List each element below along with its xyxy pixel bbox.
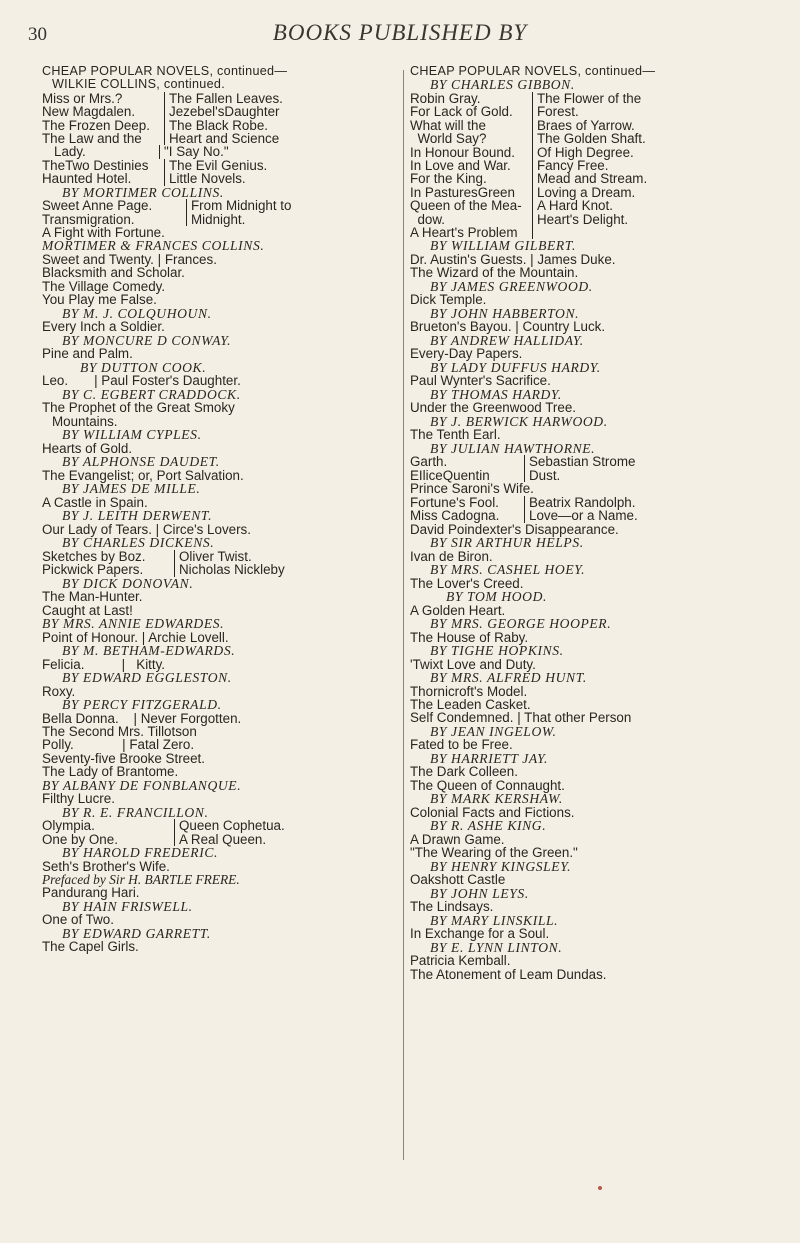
title: Of High Degree. (537, 144, 634, 160)
title-pair (42, 550, 382, 563)
title: Pine and Palm. (42, 346, 133, 362)
title: dow. (410, 213, 533, 226)
author-heading: BY M. BETHAM-EDWARDS. (62, 642, 236, 658)
title: A Fight with Fortune. (42, 225, 165, 241)
title: The Law and the (42, 132, 165, 145)
author-heading: BY WILLIAM CYPLES. (62, 427, 202, 443)
title: Point of Honour. | Archie Lovell. (42, 629, 229, 645)
title: Beatrix Randolph. (529, 494, 636, 510)
title: Dick Temple. (410, 292, 487, 308)
title: Our Lady of Tears. | Circe's Lovers. (42, 521, 251, 537)
title-pair (410, 469, 780, 482)
title: Under the Greenwood Tree. (410, 400, 576, 416)
title-pair (42, 119, 382, 132)
title-pair (410, 455, 780, 468)
title: David Poindexter's Disappearance. (410, 521, 619, 537)
title: Lady. (42, 145, 160, 158)
title: Mead and Stream. (537, 171, 648, 187)
title: 'Twixt Love and Duty. (410, 656, 536, 672)
title: Seth's Brother's Wife. (42, 858, 170, 874)
author-heading: BY THOMAS HARDY. (430, 386, 562, 402)
title: For the King. (410, 172, 533, 185)
title-pair (42, 833, 382, 846)
author-heading: BY HAROLD FREDERIC. (62, 844, 219, 860)
title: A Golden Heart. (410, 602, 506, 618)
title-pairs (42, 92, 382, 186)
title: One of Two. (42, 912, 114, 928)
title: One by One. (42, 833, 175, 846)
title: Blacksmith and Scholar. (42, 265, 185, 281)
title: Pandurang Hari. (42, 885, 140, 901)
title: The Evangelist; or, Port Salvation. (42, 467, 244, 483)
title: Sweet Anne Page. (42, 199, 187, 212)
title: In Exchange for a Soul. (410, 926, 550, 942)
title: World Say? (410, 132, 533, 145)
author-heading: BY EDWARD EGGLESTON. (62, 669, 232, 685)
title: Queen Cophetua. (179, 818, 285, 834)
ink-speck (598, 1186, 602, 1190)
title: Hearts of Gold. (42, 440, 133, 456)
author-heading: BY R. ASHE KING. (430, 818, 547, 834)
title: The Lady of Brantome. (42, 764, 179, 780)
author-heading: BY TIGHE HOPKINS. (430, 642, 564, 658)
author-heading: BY JAMES GREENWOOD. (430, 278, 593, 294)
title: The Golden Shaft. (537, 131, 646, 147)
title-pair (42, 92, 382, 105)
title: The Village Comedy. (42, 278, 166, 294)
title: Felicia. | Kitty. (42, 656, 166, 672)
title-pair (410, 146, 780, 159)
title: Jezebel'sDaughter (169, 104, 280, 120)
title: Forest. (537, 104, 579, 120)
title: Little Novels. (169, 171, 246, 187)
title: "I Say No." (164, 144, 229, 160)
title: The Evil Genius. (169, 157, 268, 173)
title: Miss Cadogna. (410, 509, 525, 522)
author-heading: BY MRS. CASHEL HOEY. (430, 561, 586, 577)
preface-note: Prefaced by Sir H. BARTLE FRERE. (42, 871, 240, 887)
title: TheTwo Destinies (42, 159, 165, 172)
title: The Fallen Leaves. (169, 90, 283, 106)
title: Roxy. (42, 683, 76, 699)
title: Filthy Lucre. (42, 791, 115, 807)
title: Prince Saroni's Wife. (410, 481, 534, 497)
title: A Castle in Spain. (42, 494, 148, 510)
author-heading: BY SIR ARTHUR HELPS. (430, 534, 584, 550)
title-pair (42, 819, 382, 832)
title: Miss or Mrs.? (42, 92, 165, 105)
author-heading: BY MRS. GEORGE HOOPER. (430, 615, 612, 631)
title: A Hard Knot. (537, 198, 613, 214)
title: A Heart's Problem (410, 226, 533, 239)
title: The Leaden Casket. (410, 696, 531, 712)
title: EIliceQuentin (410, 469, 525, 482)
title: The Lover's Creed. (410, 575, 524, 591)
title: Every-Day Papers. (410, 346, 523, 362)
author-heading: BY CHARLES DICKENS. (62, 535, 215, 551)
author-heading: BY JULIAN HAWTHORNE. (430, 440, 596, 456)
author-heading: BY JEAN INGELOW. (430, 723, 557, 739)
author-heading: BY MARK KERSHAW. (430, 791, 563, 807)
author-heading: BY HENRY KINGSLEY. (430, 858, 572, 874)
title: "The Wearing of the Green." (410, 845, 578, 861)
title: Patricia Kemball. (410, 953, 511, 969)
title: Pickwick Papers. (42, 563, 175, 576)
title-pair (42, 145, 382, 158)
title: The Second Mrs. Tillotson (42, 723, 197, 739)
author-heading: BY R. E. FRANCILLON. (62, 804, 209, 820)
title: Fated to be Free. (410, 737, 513, 753)
title: A Drawn Game. (410, 831, 505, 847)
title: Dr. Austin's Guests. | James Duke. (410, 252, 616, 268)
author-heading: BY MORTIMER COLLINS. (62, 184, 224, 200)
author-heading: BY C. EGBERT CRADDOCK. (62, 386, 241, 402)
author-heading: BY CHARLES GIBBON. (430, 77, 575, 93)
title: The Prophet of the Great Smoky (42, 400, 235, 416)
section-heading: CHEAP POPULAR NOVELS, continued— (42, 64, 288, 78)
title: Fancy Free. (537, 158, 609, 174)
page-header (0, 14, 800, 54)
author-heading: BY LADY DUFFUS HARDY. (430, 359, 601, 375)
title: Midnight. (191, 211, 246, 227)
title: Oliver Twist. (179, 548, 252, 564)
author-heading: BY JOHN LEYS. (430, 885, 529, 901)
title: The Queen of Connaught. (410, 777, 565, 793)
title: Ivan de Biron. (410, 548, 493, 564)
title: Nicholas Nickleby (179, 562, 285, 578)
title: Oakshott Castle (410, 872, 506, 888)
title: Leo. | Paul Foster's Daughter. (42, 373, 241, 389)
title: Love—or a Name. (529, 508, 638, 524)
column-divider (403, 70, 404, 1160)
title: The Capel Girls. (42, 939, 139, 955)
title: In Honour Bound. (410, 146, 533, 159)
author-heading: BY WILLIAM GILBERT. (430, 238, 576, 254)
title-pair (410, 119, 780, 132)
author-heading: WILKIE COLLINS, continued. (52, 77, 225, 92)
title: The Wizard of the Mountain. (410, 265, 579, 281)
author-heading: BY MONCURE D CONWAY. (62, 332, 232, 348)
author-heading: BY J. BERWICK HARWOOD. (430, 413, 608, 429)
title-pairs (410, 92, 780, 239)
running-title: BOOKS PUBLISHED BY (272, 20, 528, 45)
title: Polly. | Fatal Zero. (42, 737, 195, 753)
title: Fortune's Fool. (410, 496, 525, 509)
title: The Man-Hunter. (42, 589, 143, 605)
title-pair (410, 509, 780, 522)
title: Caught at Last! (42, 602, 133, 618)
author-heading: BY E. LYNN LINTON. (430, 939, 563, 955)
title: Dust. (529, 467, 561, 483)
author-heading: BY MRS. ANNIE EDWARDES. (42, 615, 225, 631)
title: Sebastian Strome (529, 454, 636, 470)
title-pair (410, 213, 780, 226)
title: Olympia. (42, 819, 175, 832)
title: Robin Gray. (410, 92, 533, 105)
title: Paul Wynter's Sacrifice. (410, 373, 551, 389)
title-pair (410, 132, 780, 145)
title: The Lindsays. (410, 899, 494, 915)
author-heading: BY JAMES DE MILLE. (62, 481, 201, 497)
title-pair (42, 563, 382, 576)
page-number: 30 (28, 24, 47, 45)
title-pair (42, 199, 382, 212)
author-heading: BY MRS. ALFRED HUNT. (430, 669, 587, 685)
title: In PasturesGreen (410, 186, 533, 199)
author-heading: BY ANDREW HALLIDAY. (430, 332, 584, 348)
title: For Lack of Gold. (410, 105, 533, 118)
title: The Flower of the (537, 91, 642, 106)
title-pair (410, 92, 780, 105)
title: What will the (410, 119, 533, 132)
section-heading: CHEAP POPULAR NOVELS, continued— (410, 64, 656, 78)
title-pair (42, 105, 382, 118)
title-pair (42, 132, 382, 145)
title: New Magdalen. (42, 105, 165, 118)
title: From Midnight to (191, 198, 292, 214)
author-heading: BY DICK DONOVAN. (62, 575, 194, 591)
title: Braes of Yarrow. (537, 117, 635, 133)
title: Brueton's Bayou. | Country Luck. (410, 319, 606, 335)
title: The Frozen Deep. (42, 119, 165, 132)
title: The Tenth Earl. (410, 427, 501, 443)
author-heading: BY M. J. COLQUHOUN. (62, 305, 212, 321)
title: The House of Raby. (410, 629, 529, 645)
title-pair (42, 172, 382, 185)
right-column (410, 65, 780, 981)
title: The Black Robe. (169, 117, 268, 133)
title: Queen of the Mea- (410, 199, 533, 212)
title: Colonial Facts and Fictions. (410, 804, 575, 820)
title: Transmigration. (42, 213, 187, 226)
title: Heart's Delight. (537, 211, 629, 227)
title-pair (410, 496, 780, 509)
title: Mountains. (52, 413, 118, 429)
author-heading: BY MARY LINSKILL. (430, 912, 559, 928)
title: Sweet and Twenty. | Frances. (42, 252, 217, 268)
title-pair (410, 159, 780, 172)
title (533, 226, 537, 239)
title: You Play me False. (42, 292, 157, 308)
title: Seventy-five Brooke Street. (42, 750, 205, 766)
title-pair (410, 199, 780, 212)
title: Sketches by Boz. (42, 550, 175, 563)
title-pair (410, 186, 780, 199)
author-heading: MORTIMER & FRANCES COLLINS. (42, 238, 265, 254)
title: The Atonement of Leam Dundas. (410, 966, 607, 982)
author-heading: BY JOHN HABBERTON. (430, 305, 580, 321)
title-pair (42, 159, 382, 172)
left-column (42, 65, 382, 954)
title-pair (410, 172, 780, 185)
title: In Love and War. (410, 159, 533, 172)
author-heading: BY DUTTON COOK. (80, 359, 207, 375)
title-pair (410, 105, 780, 118)
author-heading: BY HARRIETT JAY. (430, 750, 548, 766)
title: Loving a Dream. (537, 184, 636, 200)
author-heading: BY J. LEITH DERWENT. (62, 508, 213, 524)
title: Self Condemned. | That other Person (410, 710, 632, 726)
author-heading: BY ALPHONSE DAUDET. (62, 454, 220, 470)
title: Thornicroft's Model. (410, 683, 528, 699)
title: Garth. (410, 455, 525, 468)
author-heading: BY TOM HOOD. (446, 588, 547, 604)
author-heading: BY PERCY FITZGERALD. (62, 696, 222, 712)
author-heading: BY HAIN FRISWELL. (62, 898, 193, 914)
title: A Real Queen. (179, 831, 267, 847)
author-heading: BY EDWARD GARRETT. (62, 925, 211, 941)
title-pair (410, 226, 780, 239)
title: Bella Donna. | Never Forgotten. (42, 710, 242, 726)
author-heading: BY ALBANY DE FONBLANQUE. (42, 777, 242, 793)
title-pair (42, 213, 382, 226)
title: The Dark Colleen. (410, 764, 518, 780)
title: Every Inch a Soldier. (42, 319, 165, 335)
title: Heart and Science (169, 131, 280, 147)
title: Haunted Hotel. (42, 172, 165, 185)
